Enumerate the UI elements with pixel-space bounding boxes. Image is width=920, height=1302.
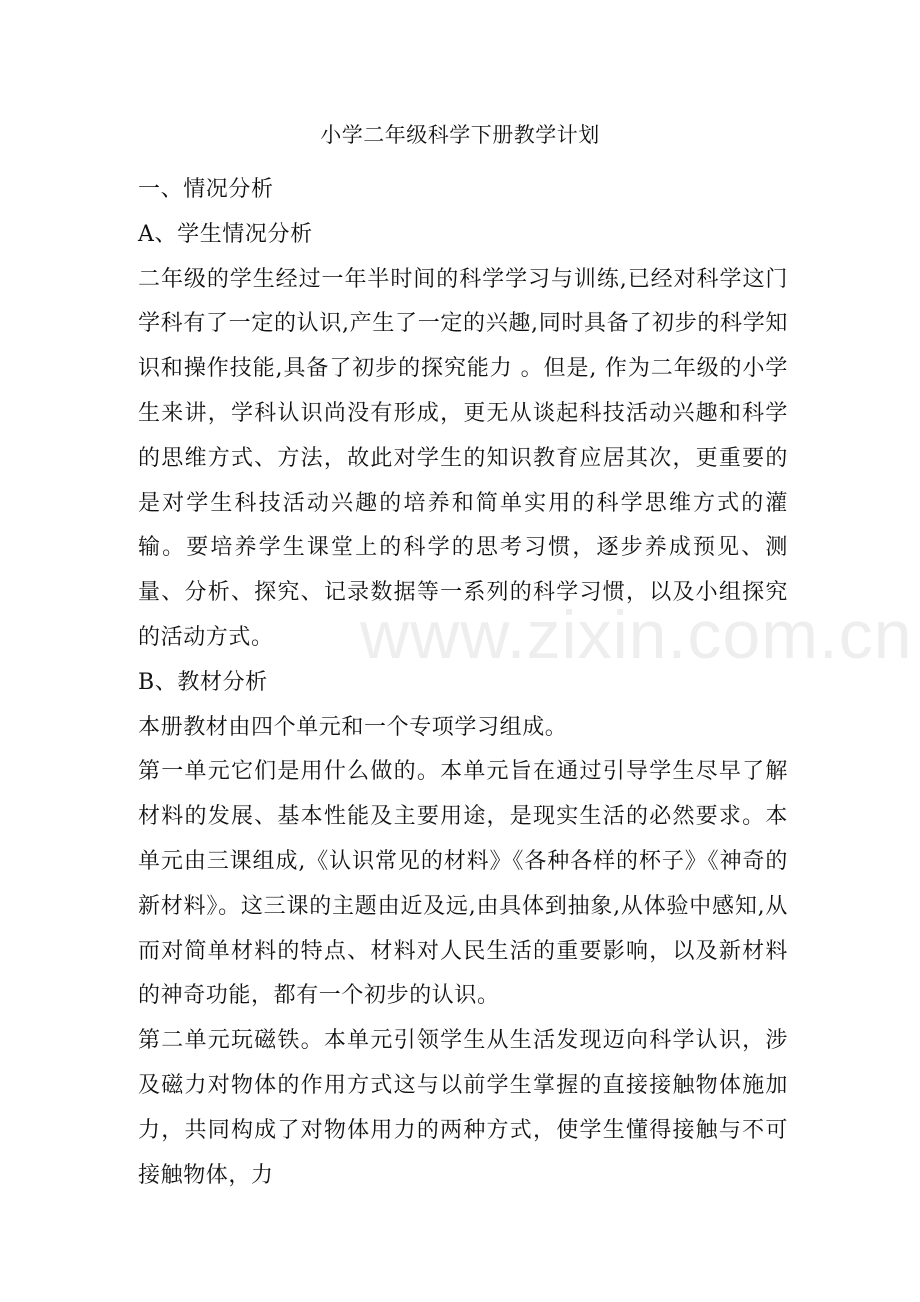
subheading-student-analysis: A、学生情况分析 — [138, 221, 313, 247]
document-body — [138, 168, 788, 1198]
paragraph-textbook-intro: 本册教材由四个单元和一个专项学习组成。 — [138, 714, 568, 740]
document-title: 小学二年级科学下册教学计划 — [320, 123, 600, 147]
paragraph-student-analysis: 二年级的学生经过一年半时间的科学学习与训练,已经对科学这门学科有了一定的认识,产生了一定的兴趣,同时具备了初步的科学知识和操作技能,具备了初步的探究能力 。但是, 作为二年级的小学生来讲，学科认识尚没有形成，更无从谈起科技活动兴趣和科学的思维方式、方法，故此对学生的知识教育应居其次，更重要的是对学生科技活动兴趣的培养和简单实用的科学思维方式的灌输。要培养学生课堂上的科学的思考习惯，逐步养成预见、测量、分析、探究、记录数据等一系列的科学习惯，以及小组探究的活动方式。 — [138, 266, 788, 650]
section-heading-situation-analysis: 一、情况分析 — [138, 177, 274, 202]
subheading-textbook-analysis: B、教材分析 — [138, 669, 268, 695]
watermark-text: www.zixin.com.cn — [360, 597, 913, 673]
paragraph-unit-two: 第二单元玩磁铁。本单元引领学生从生活发现迈向科学认识，涉及磁力对物体的作用方式这与以前学生掌握的直接接触物体施加力，共同构成了对物体用力的两种方式，使学生懂得接触与不可接触物体，力 — [138, 1028, 788, 1188]
paragraph-unit-one: 第一单元它们是用什么做的。本单元旨在通过引导学生尽早了解材料的发展、基本性能及主要用途，是现实生活的必然要求。本单元由三课组成,《认识常见的材料》《各种各样的杯子》《神奇的新材料》。这三课的主题由近及远,由具体到抽象,从体验中感知,从而对简单材料的特点、材料对人民生活的重要影响，以及新材料的神奇功能，都有一个初步的认识。 — [138, 759, 788, 1009]
